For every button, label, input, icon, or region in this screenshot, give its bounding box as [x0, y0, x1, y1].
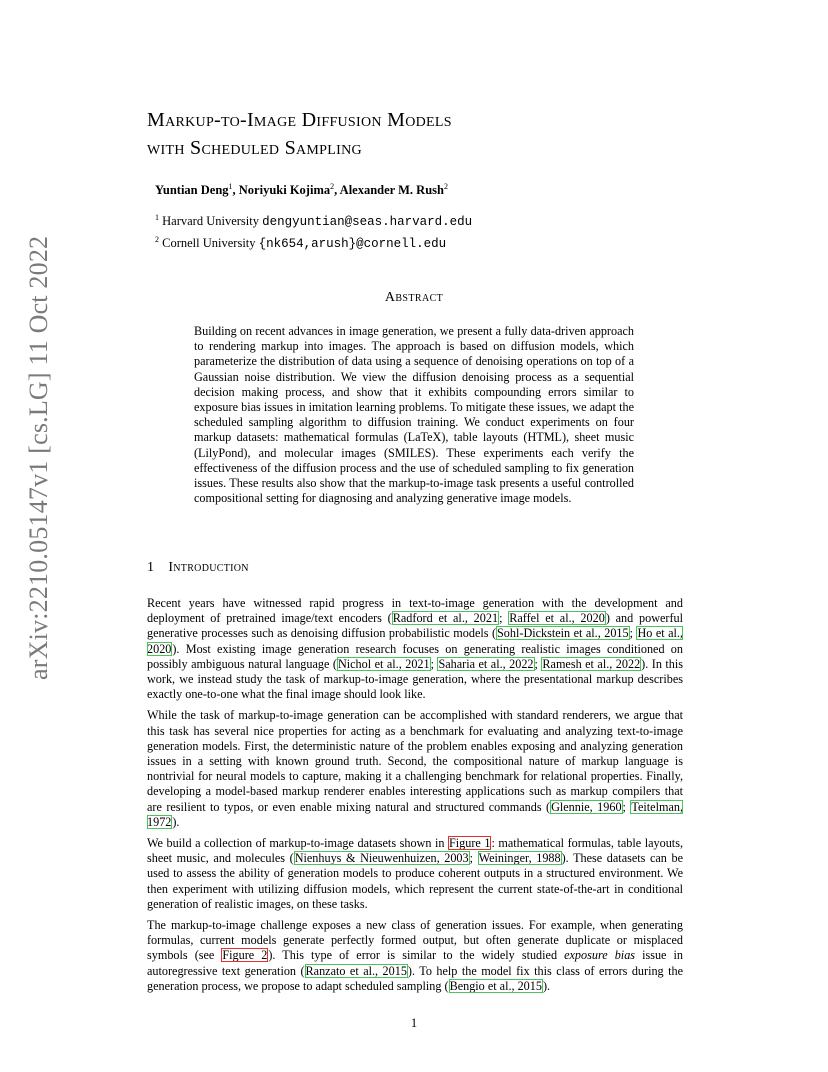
- citation-link[interactable]: Sohl-Dickstein et al., 2015: [497, 626, 629, 641]
- author-name: Alexander M. Rush: [339, 183, 444, 197]
- paper-title-line-2: with Scheduled Sampling: [147, 137, 362, 159]
- emphasized-term: exposure bias: [564, 948, 636, 963]
- affiliation-harvard: [155, 213, 472, 229]
- affiliation-org: Harvard University: [162, 214, 259, 228]
- author-name: Noriyuki Kojima: [238, 183, 331, 197]
- author-list: Yuntian Deng$^1$, Noriyuki Kojima$^2$, Alexander M. Rush$^2$: [155, 182, 448, 197]
- citation-link[interactable]: Nichol et al., 2021: [337, 656, 430, 671]
- section-title: Introduction: [168, 560, 249, 575]
- figure-reference-link[interactable]: Figure 2: [222, 948, 268, 963]
- citation-link[interactable]: Glennie, 1960: [551, 799, 622, 814]
- citation-link[interactable]: Ranzato et al., 2015: [305, 963, 407, 978]
- citation-link[interactable]: Saharia et al., 2022: [438, 656, 534, 671]
- author-affiliation-mark: 2: [443, 182, 448, 191]
- author-affiliation-mark: 1: [228, 182, 233, 191]
- section-number: 1: [147, 560, 155, 575]
- paragraph-2: While the task of markup-to-image generation can be accomplished with standard renderers, we argue that this task has several nice properties for acting as a benchmark for evaluating and analyzing text-to-image generation models. First, the deterministic nature of the problem enables exposing and analyzing generation issues in a setting with known ground truth. Second, the compositional nature of markup language is nontrivial for neural models to capture, making it a challenging benchmark for relational properties. Finally, developing a model-based markup renderer enables interesting applications such as markup compilers that are resilient to typos, or even enable mixing natural and structured commands (Glennie, 1960; Teitelman, 1972).: [147, 708, 683, 829]
- affiliation-email: dengyuntian@seas.harvard.edu: [262, 215, 473, 229]
- section-heading-introduction: [147, 560, 249, 576]
- affiliation-org: Cornell University: [162, 236, 256, 250]
- citation-link[interactable]: Radford et al., 2021: [392, 611, 499, 626]
- citation-link[interactable]: Nienhuys & Nieuwenhuizen, 2003: [294, 851, 469, 866]
- paper-title-line-1: Markup-to-Image Diffusion Models: [147, 109, 452, 131]
- affiliation-number: 2: [155, 235, 159, 244]
- page-number: 1: [410, 1016, 418, 1030]
- arxiv-identifier-stamp: arXiv:2210.05147v1 [cs.LG] 11 Oct 2022: [24, 235, 53, 680]
- citation-link[interactable]: Bengio et al., 2015: [449, 978, 542, 993]
- citation-link[interactable]: Ramesh et al., 2022: [542, 656, 641, 671]
- introduction-body: [147, 596, 683, 1000]
- figure-reference-link[interactable]: Figure 1: [449, 836, 491, 851]
- paragraph-3: We build a collection of markup-to-image datasets shown in Figure 1: mathematical formulas, table layouts, sheet music, and molecules (Nienhuys & Nieuwenhuizen, 2003; Weininger, 1988). These datasets can be used to assess the ability of generation models to produce coherent outputs in a structured environment. We then experiment with utilizing diffusion models, which represent the current state-of-the-art in conditional generation of realistic images, on these tasks.: [147, 836, 684, 911]
- paragraph-1: Recent years have witnessed rapid progress in text-to-image generation with the development and deployment of pretrained image/text encoders (Radford et al., 2021; Raffel et al., 2020) and powerful generative processes such as denoising diffusion probabilistic models (Sohl-Dickstein et al., 2015; Ho et al., 2020). Most existing image generation research focuses on generating realistic images conditioned on possibly ambiguous natural language (Nichol et al., 2021; Saharia et al., 2022; Ramesh et al., 2022). In this work, we instead study the task of markup-to-image generation, where the presentational markup describes exactly one-to-one what the final image should look like.: [147, 596, 683, 702]
- citation-link[interactable]: Ho et al., 2020: [147, 626, 683, 656]
- paragraph-4: The markup-to-image challenge exposes a new class of generation issues. For example, when generating formulas, current models generate perfectly formed output, but often generate duplicate or misplaced symbols (see Figure 2). This type of error is similar to the widely studied exposure bias issue in autoregressive text generation (Ranzato et al., 2015). To help the model fix this class of errors during the generation process, we propose to adapt scheduled sampling (Bengio et al., 2015).: [147, 918, 684, 993]
- affiliation-email: {nk654,arush}@cornell.edu: [258, 237, 447, 251]
- author-name: Yuntian Deng: [155, 183, 229, 197]
- affiliation-number: 1: [155, 213, 159, 222]
- paper-title: [147, 106, 687, 162]
- citation-link[interactable]: Raffel et al., 2020: [509, 611, 605, 626]
- citation-link[interactable]: Teitelman, 1972: [147, 799, 683, 829]
- affiliation-cornell: [155, 235, 446, 251]
- citation-link[interactable]: Weininger, 1988: [478, 851, 561, 866]
- abstract-heading: Abstract: [384, 290, 444, 305]
- author-affiliation-mark: 2: [330, 182, 335, 191]
- abstract-text: Building on recent advances in image generation, we present a fully data-driven approach to rendering markup into images. The approach is based on diffusion models, which parameterize the distribution of data using a sequence of denoising operations on top of a Gaussian noise distribution. We view the diffusion denoising process as a sequential decision making process, and show that it exhibits compounding errors similar to exposure bias issues in imitation learning problems. To mitigate these issues, we adapt the scheduled sampling algorithm to diffusion training. We conduct experiments on four markup datasets: mathematical formulas (LaTeX), table layouts (HTML), sheet music (LilyPond), and molecular images (SMILES). These experiments each verify the effectiveness of the diffusion process and the use of scheduled sampling to fix generation issues. These results also show that the markup-to-image task presents a useful controlled compositional setting for diagnosing and analyzing generative image models.: [194, 324, 634, 506]
